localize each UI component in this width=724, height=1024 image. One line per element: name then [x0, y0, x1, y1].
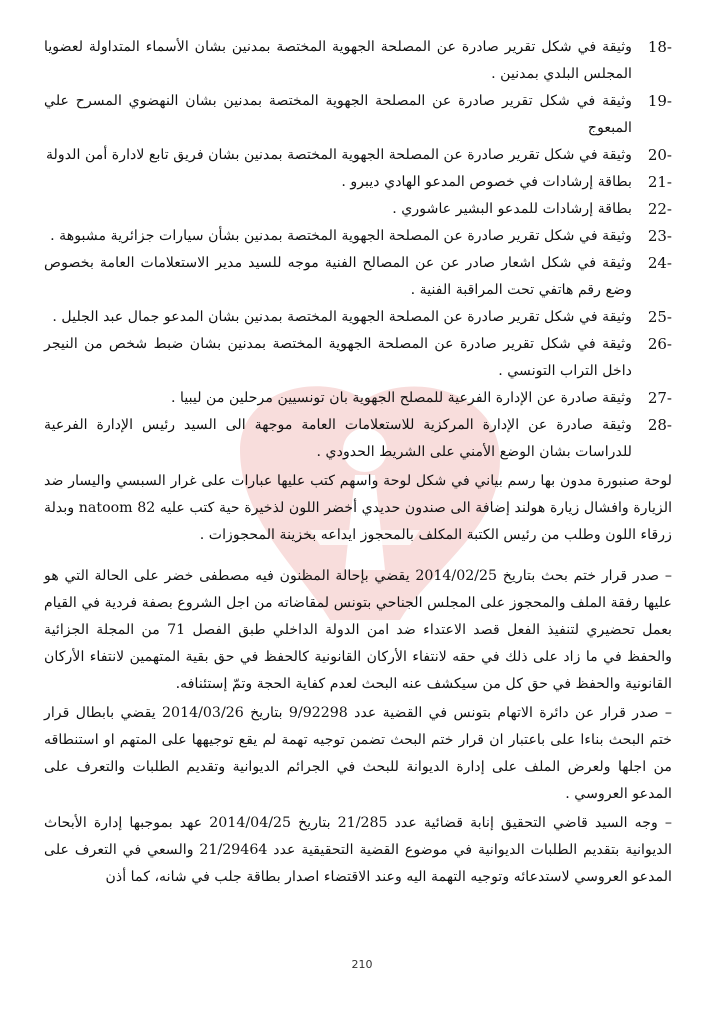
list-item: [44, 385, 672, 412]
item-number: 26-: [647, 335, 672, 353]
item-number: 27-: [647, 389, 672, 407]
item-text: وثيقة صادرة عن الإدارة المركزية للاستعلامات العامة موجهة الى السيد رئيس الإدارة الفرعية للدراسات بشان الوضع الأمني على الشريط الحدودي .: [44, 417, 632, 460]
list-item: [44, 250, 672, 304]
item-text: بطاقة إرشادات في خصوص المدعو الهادي ديبرو .: [341, 174, 632, 190]
item-number: 24-: [647, 254, 672, 272]
item-text: وثيقة في شكل تقرير صادرة عن المصلحة الجهوية المختصة بمدنين بشان ضبط شخص من النيجر داخل التراب التونسي .: [44, 336, 632, 379]
item-number: 20-: [647, 146, 672, 164]
list-item: [44, 169, 672, 196]
list-item: [44, 34, 672, 88]
item-number: 19-: [647, 92, 672, 110]
list-item: [44, 412, 672, 466]
page-number: 210: [351, 958, 373, 971]
ruling-paragraph: – صدر قرار ختم بحث بتاريخ 2014/02/25 يقضي بإحالة المظنون فيه مصطفى خضر على الحالة التي هو عليها رفقة الملف والمحجوز على المجلس الجناحي بتونس لمقاضاته من اجل الشروع بصفة فردية في القيام بعمل تحضيري لتنفيذ الفعل قصد الاعتداء ضد امن الدولة الداخلي طبق الفصل 71 من المجلة الجزائية والحفظ في ما زاد على ذلك في حقه لانتفاء الأركان القانونية كالحفظ في حق بقية المتهمين لانتفاء الأركان القانونية والحفظ في حق كل من سيكشف عنه البحث لعدم كفاية الحجة وتمّ إستئنافه.: [44, 568, 673, 692]
item-number: 25-: [647, 308, 672, 326]
item-text: وثيقة في شكل تقرير صادرة عن المصلحة الجهوية المختصة بمدنين بشأن سيارات جزائرية مشبوهة .: [50, 228, 632, 244]
item-text: وثيقة في شكل اشعار صادر عن عن المصالح الفنية موجه للسيد مدير الاستعلامات العامة بخصوص وضع رقم هاتفي تحت المراقبة الفنية .: [44, 255, 632, 298]
item-text: وثيقة في شكل تقرير صادرة عن المصلحة الجهوية المختصة بمدنين بشان فريق تابع لادارة أمن الدولة: [45, 147, 632, 163]
item-number: 22-: [647, 200, 672, 218]
list-item: [44, 88, 672, 142]
evidence-note: لوحة صنبورة مدون بها رسم بياني في شكل لوحة واسهم كتب عليها عبارات على غرار السبسي واليسار ضد الزيارة وافشال زيارة هولند إضافة الى صندون حديدي أخضر اللون لذخيرة حية كتب عليه 82 natoom وبدلة زرقاء اللون وطلب من رئيس الكتبة المكلف بالمحجوز ايداعه بخزينة المحجوزات .: [44, 473, 673, 543]
list-item: [44, 196, 672, 223]
item-number: 28-: [647, 416, 672, 434]
item-number: 23-: [647, 227, 672, 245]
item-text: وثيقة في شكل تقرير صادرة عن المصلحة الجهوية المختصة بمدنين بشان النهضوي المسرح علي المبعوج: [44, 93, 632, 136]
list-item: [44, 223, 672, 250]
item-number: 21-: [647, 173, 672, 191]
list-item: [44, 142, 672, 169]
list-item: [44, 304, 672, 331]
item-number: 18-: [647, 38, 672, 56]
ruling-paragraph: – وجه السيد قاضي التحقيق إنابة قضائية عدد 21/285 بتاريخ 2014/04/25 عهد بموجبها إدارة الأبحاث الديوانية بتقديم الطلبات الديوانية في موضوع القضية التحقيقية عدد 21/29464 والسعي في التعرف على المدعو العروسي لاستدعائه وتوجيه التهمة اليه وعند الاقتضاء اصدار بطاقة جلب في شانه، كما أذن: [44, 815, 672, 885]
item-text: بطاقة إرشادات للمدعو البشير عاشوري .: [392, 201, 632, 217]
item-text: وثيقة في شكل تقرير صادرة عن المصلحة الجهوية المختصة بمدنين بشان المدعو جمال عبد الجليل .: [52, 309, 632, 325]
document-list: [44, 34, 672, 466]
ruling-paragraph: – صدر قرار عن دائرة الاتهام بتونس في القضية عدد 9/92298 بتاريخ 2014/03/26 يقضي بابطال قرار ختم البحث بناءا على باعتبار ان قرار ختم البحث تضمن توجيه تهمة لم يقع توجيهها على المتهم او استنطاقه من اجلها ولعرض الملف على إدارة الديوانة للبحث في الجرائم الديوانية وتقديم الطلبات والتعرف على المدعو العروسي .: [44, 705, 672, 802]
item-text: وثيقة في شكل تقرير صادرة عن المصلحة الجهوية المختصة بمدنين بشان الأسماء المتداولة لعضويا المجلس البلدي بمدنين .: [44, 39, 632, 82]
item-text: وثيقة صادرة عن الإدارة الفرعية للمصلح الجهوية بان تونسيين مرحلين من ليبيا .: [171, 390, 632, 406]
spacer: [44, 549, 672, 561]
list-item: [44, 331, 672, 385]
